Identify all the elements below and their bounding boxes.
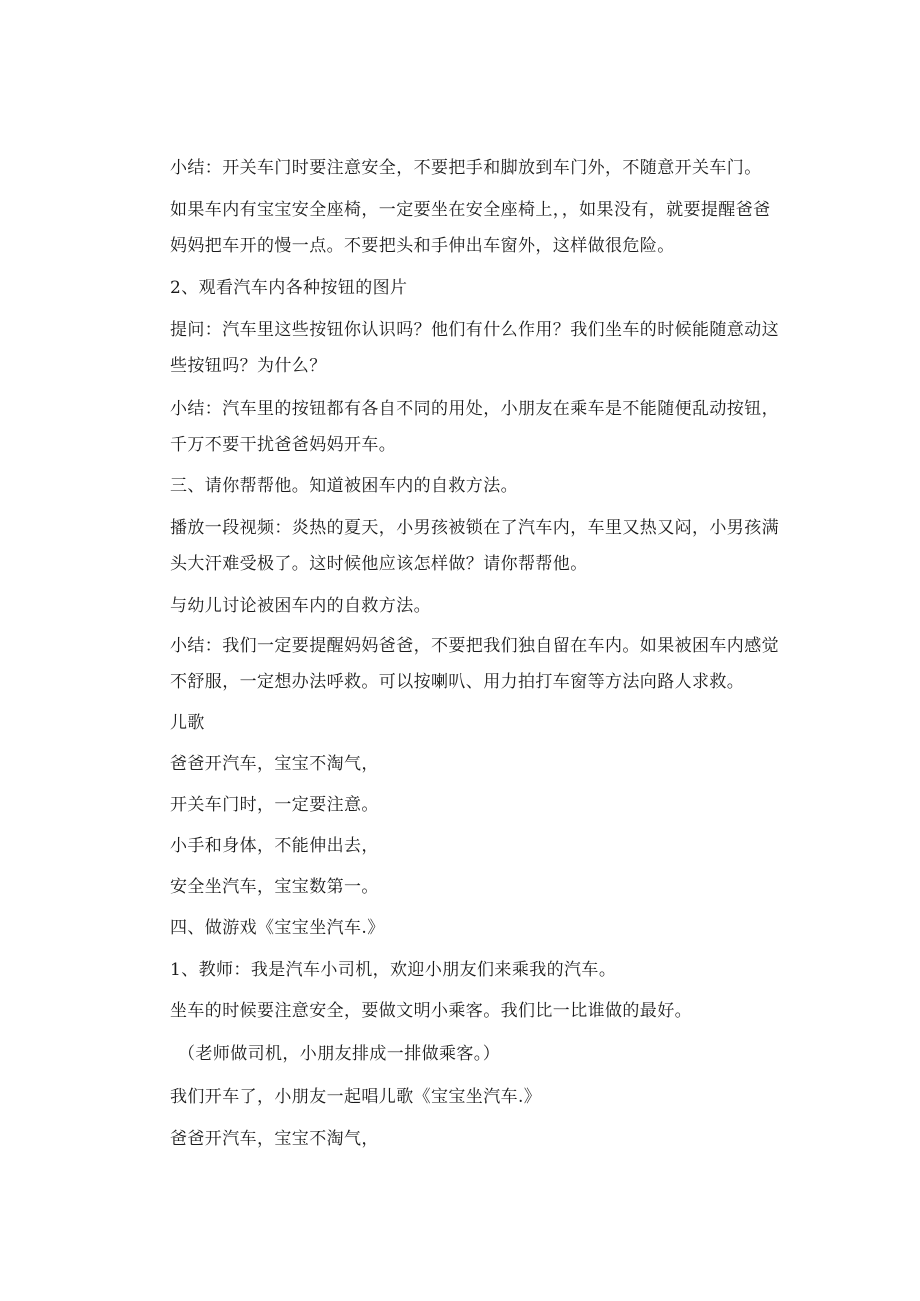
rhyme-line: 小手和身体，不能伸出去， bbox=[170, 836, 379, 856]
paragraph-safety-seat: 如果车内有宝宝安全座椅，一定要坐在安全座椅上，，如果没有，就要提醒爸爸妈妈把车开的慢一点。不要把头和手伸出车窗外，这样做很危险。 bbox=[170, 200, 771, 256]
rhyme-line: 爸爸开汽车，宝宝不淘气， bbox=[170, 754, 379, 774]
paragraph-teacher: 1、教师：我是汽车小司机，欢迎小朋友们来乘我的汽车。 bbox=[170, 960, 617, 980]
paragraph-discussion: 与幼儿讨论被困车内的自救方法。 bbox=[170, 596, 431, 616]
paragraph-summary-door: 小结：开关车门时要注意安全，不要把手和脚放到车门外，不随意开关车门。 bbox=[170, 158, 762, 178]
paragraph-summary-trapped: 小结：我们一定要提醒妈妈爸爸，不要把我们独自留在车内。如果被困车内感觉不舒服，一定想办法呼救。可以按喇叭、用力拍打车窗等方法向路人求救。 bbox=[170, 636, 779, 692]
rhyme-line: 爸爸开汽车，宝宝不淘气， bbox=[170, 1129, 379, 1149]
paragraph-question-buttons: 提问：汽车里这些按钮你认识吗？他们有什么作用？我们坐车的时候能随意动这些按钮吗？为什么？ bbox=[170, 320, 779, 376]
paragraph-video: 播放一段视频：炎热的夏天，小男孩被锁在了汽车内，车里又热又闷，小男孩满头大汗难受极了。这时候他应该怎样做？请你帮帮他。 bbox=[170, 518, 779, 574]
paragraph-civil-passenger: 坐车的时候要注意安全，要做文明小乘客。我们比一比谁做的最好。 bbox=[170, 1001, 692, 1021]
paragraph-heading-buttons: 2、观看汽车内各种按钮的图片 bbox=[170, 278, 408, 298]
paragraph-rhyme-title: 儿歌 bbox=[170, 713, 205, 733]
paragraph-summary-buttons: 小结：汽车里的按钮都有各自不同的用处，小朋友在乘车是不能随便乱动按钮，千万不要干扰爸爸妈妈开车。 bbox=[170, 399, 779, 455]
paragraph-note: （老师做司机，小朋友排成一排做乘客。） bbox=[178, 1044, 501, 1064]
paragraph-start-driving: 我们开车了，小朋友一起唱儿歌《宝宝坐汽车.》 bbox=[170, 1087, 542, 1107]
rhyme-line: 安全坐汽车，宝宝数第一。 bbox=[170, 877, 379, 897]
paragraph-section-four: 四、做游戏《宝宝坐汽车.》 bbox=[170, 918, 385, 938]
paragraph-section-three: 三、请你帮帮他。知道被困车内的自救方法。 bbox=[170, 476, 518, 496]
rhyme-line: 开关车门时，一定要注意。 bbox=[170, 795, 379, 815]
